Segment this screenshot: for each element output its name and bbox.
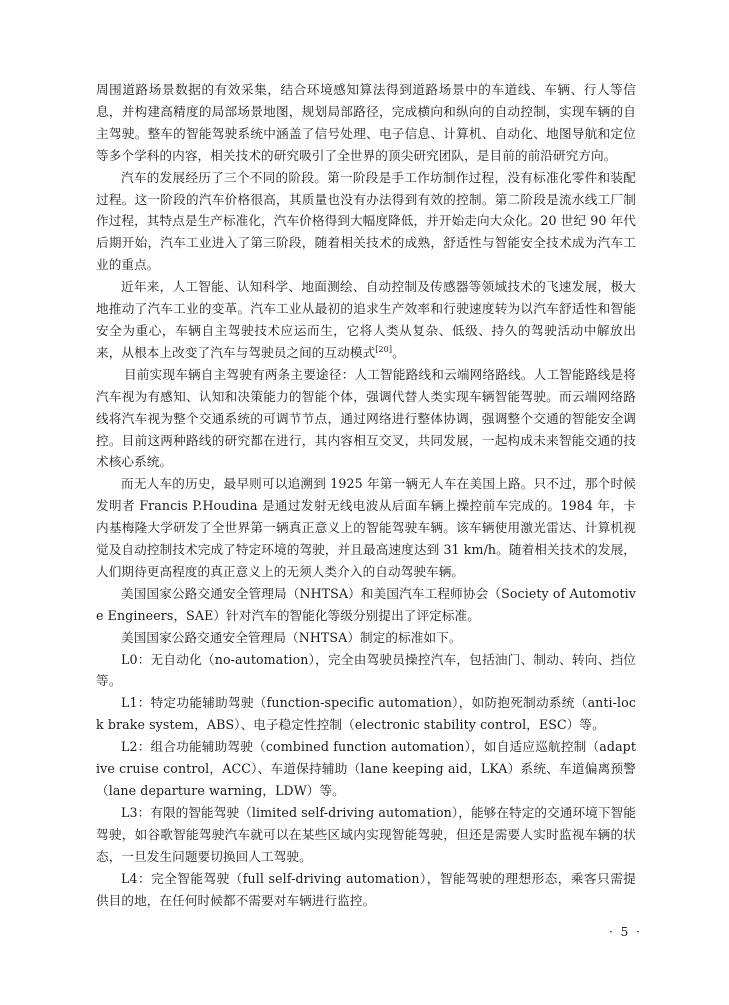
paragraph-l3: L3：有限的智能驾驶（limited self-driving automation），能够在特定的交通环境下智能驾驶，如谷歌智能驾驶汽车就可以在某些区域内实现智能驾驶，但还是需要人实时监视车辆的状态，一旦发生问题要切换回人工驾驶。 [96,804,636,864]
paragraph-3-text: 近年来，人工智能、认知科学、地面测绘、自动控制及传感器等领域技术的飞速发展，极大地推动了汽车工业的变革。汽车工业从最初的追求生产效率和行驶速度转为以汽车舒适性和智能安全为重心，车辆自主驾驶技术应运而生，它将人类从复杂、低级、持久的驾驶活动中解放出来，从根本上改变了汽车与驾驶员之间的互动模式 [96,279,636,360]
paragraph-3 [96,276,636,364]
paragraph-2: 汽车的发展经历了三个不同的阶段。第一阶段是手工作坊制作过程，没有标准化零件和装配过程。这一阶段的汽车价格很高，其质量也没有办法得到有效的控制。第二阶段是流水线工厂制作过程，其特点是生产标准化，汽车价格得到大幅度降低，并开始走向大众化。20 世纪 90 年代后期开始，汽车工业进入了第三阶段，随着相关技术的成熟，舒适性与智能安全技术成为汽车工业的重点。 [96,169,636,273]
paragraph-l1: L1：特定功能辅助驾驶（function-specific automation），如防抱死制动系统（anti-lock brake system，ABS）、电子稳定性控制（electronic stability control，ESC）等。 [96,695,636,733]
paragraph-l2: L2：组合功能辅助驾驶（combined function automation），如自适应巡航控制（adaptive cruise control，ACC）、车道保持辅助（lane keeping aid，LKA）系统、车道偏离预警（lane departure warning，LDW）等。 [96,739,636,798]
page-number: · 5 · [609,925,642,939]
citation-20: [20] [375,344,393,354]
paragraph-6: 美国国家公路交通安全管理局（NHTSA）和美国汽车工程师协会（Society of Automotive Engineers，SAE）针对汽车的智能化等级分别提出了评定标准。 [96,585,636,623]
paragraph-l4: L4：完全智能驾驶（full self-driving automation），智能驾驶的理想形态，乘客只需提供目的地，在任何时候都不需要对车辆进行监控。 [96,870,636,908]
paragraph-7: 美国国家公路交通安全管理局（NHTSA）制定的标准如下。 [121,629,462,645]
paragraph-l0: L0：无自动化（no-automation），完全由驾驶员操控汽车，包括油门、制动、转向、挡位等。 [96,651,636,689]
paragraph-3-tail: 。 [392,344,405,360]
paragraph-5: 而无人车的历史，最早则可以追溯到 1925 年第一辆无人车在美国上路。只不过，那个时候发明者 Francis P.Houdina 是通过发射无线电波从后面车辆上操控前车完成的。1984 年，卡内基梅隆大学研发了全世界第一辆真正意义上的智能驾驶车辆。该车辆使用激光雷达、计算机视觉及自动控制技术完成了特定环境的驾驶，并且最高速度达到 31 km/h。随着相关技术的发展，人们期待更高程度的真正意义上的无须人类介入的自动驾驶车辆。 [96,476,636,579]
paragraph-4: 目前实现车辆自主驾驶有两条主要途径：人工智能路线和云端网络路线。人工智能路线是将汽车视为有感知、认知和决策能力的智能个体，强调代替人类实现车辆智能驾驶。而云端网络路线将汽车视为整个交通系统的可调节节点，通过网络进行整体协调，强调整个交通的智能安全调控。目前这两种路线的研究都在进行，其内容相互交叉，共同发展，一起构成未来智能交通的技术核心系统。 [96,366,636,470]
paragraph-1: 周围道路场景数据的有效采集，结合环境感知算法得到道路场景中的车道线、车辆、行人等信息，并构建高精度的局部场景地图，规划局部路径，完成横向和纵向的自动控制，实现车辆的自主驾驶。整车的智能驾驶系统中涵盖了信号处理、电子信息、计算机、自动化、地图导航和定位等多个学科的内容，相关技术的研究吸引了全世界的顶尖研究团队，是目前的前沿研究方向。 [96,82,636,163]
page-body [96,79,636,911]
